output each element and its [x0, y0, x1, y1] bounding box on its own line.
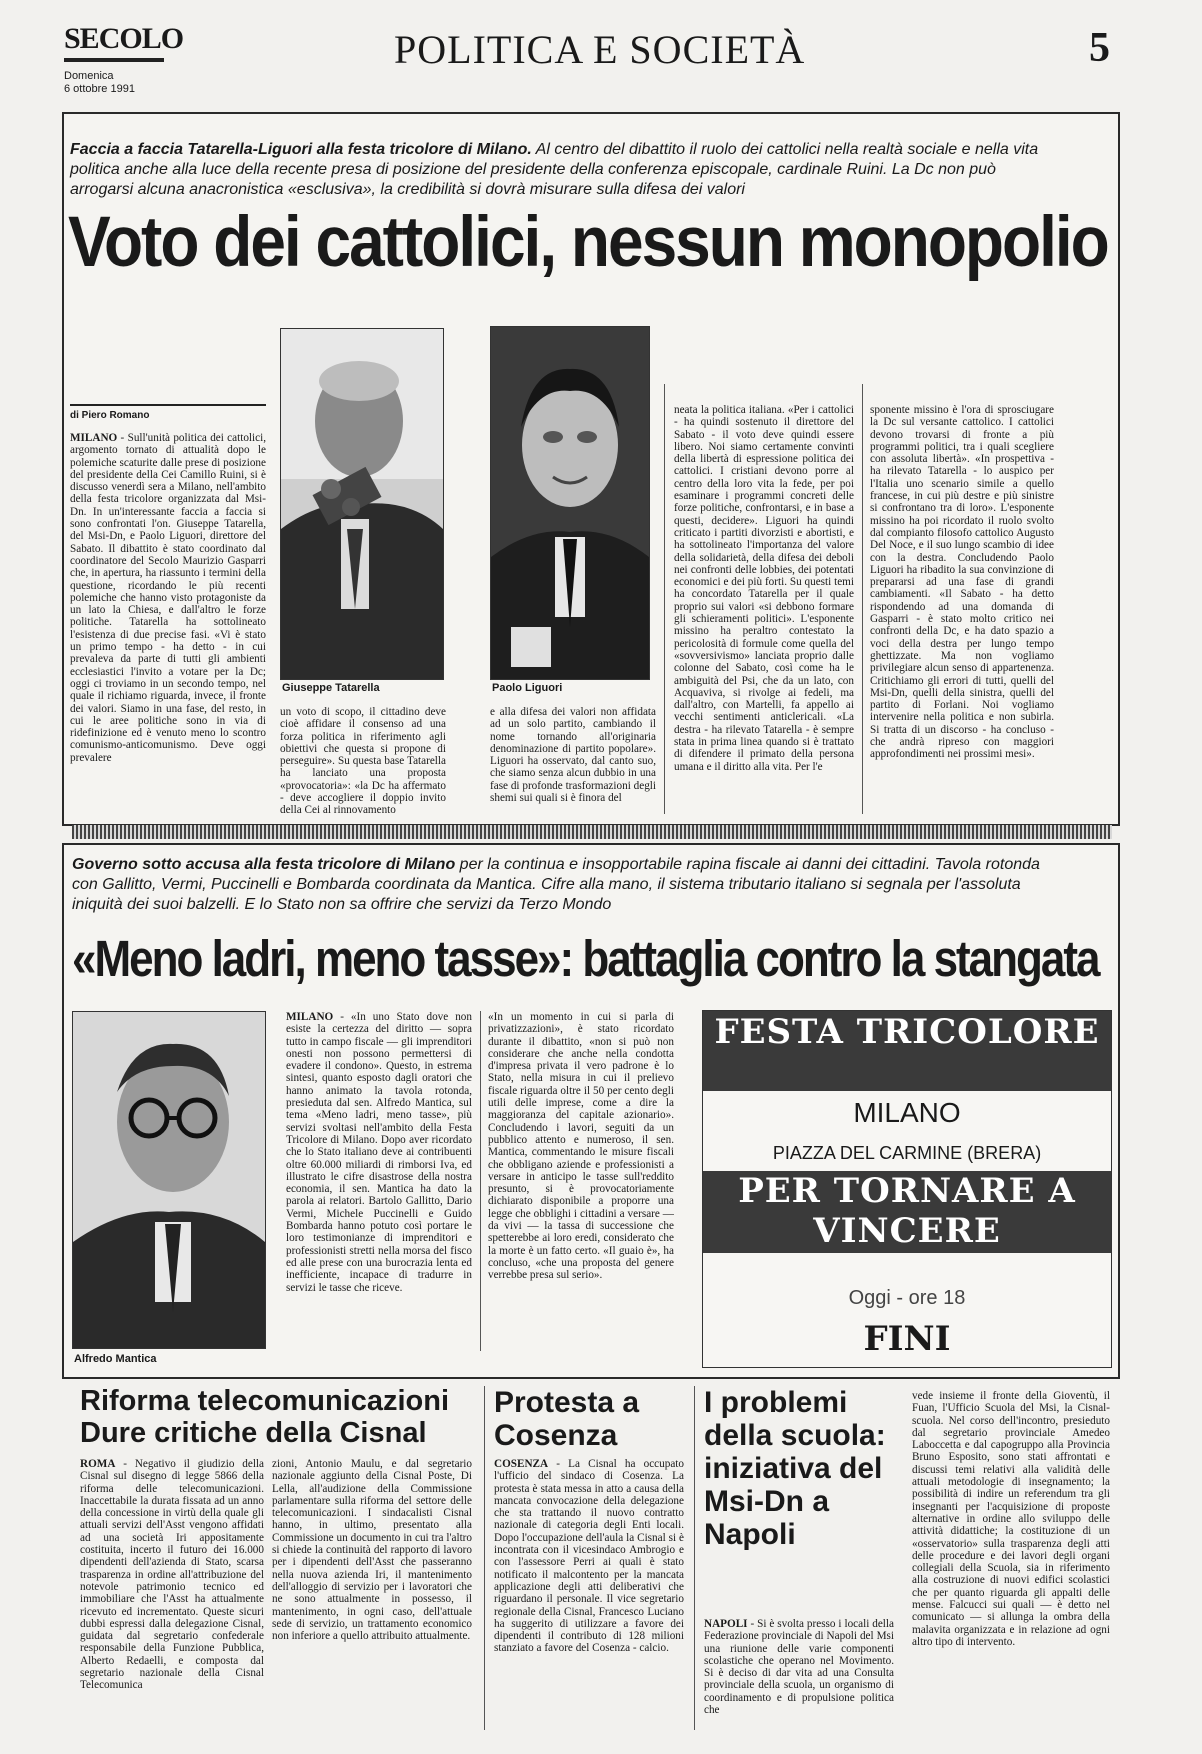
article-telecom-column-1: ROMA - Negativo il giudizio della Cisnal sul disegno di legge 5866 della riforma delle telecomunicazioni. Inaccettabile la durata fissata ad un anno della concessione in virtù della quale gli attuali servizi dell'Asst vengono affidati ad una società Iri appositamente costituita, incerto il futuro dei 16.000 dipendenti dell'azienda di Stato, scarsa trasparenza in ordine all'attribuzione del notevole patrimonio tecnico ed immobiliare che l'Asst ha attualmente ricevuto ed incrementato. Queste sicuri dubbi espressi dalla delegazione Cisnal, guidata dal segretario confederale responsabile della Funzione Pubblica, Alberto Redaelli, e composta dal segretario nazionale della Cisnal Telecomunica: [80, 1458, 264, 1692]
column-rule: [484, 1386, 485, 1730]
advert-place: PIAZZA DEL CARMINE (BRERA): [772, 1143, 1042, 1163]
column-1-text: Sull'unità politica dei cattolici, argomento tornato di attualità dopo le polemiche scaturite dalle prese di posizione del presidente della Cei Camillo Ruini, si è discusso venerdì sera a Milano, nell'ambito della festa tricolore organizzata dal Msi-Dn. In un'interessante faccia a faccia si sono confrontati l'on. Giuseppe Tatarella, del Msi-Dn, e Paolo Liguori, direttore del Sabato. Il dibattito è stato coordinato dal coordinatore del Secolo Maurizio Gasparri che, in apertura, ha riassunto i termini della questione, ricordando le più recenti polemiche che hanno visto protagoniste da un lato la Chiesa, e dall'altro le forze politiche. Tatarella ha sottolineato l'esistenza di due precise fasi. «Vi è stato un primo tempo - ha detto - in cui prevaleva da parte di tutti gli ambienti ecclesiastici l'invito a votare per la Dc; oggi ci troviamo in un secondo tempo, nel quale il richiamo riguarda, invece, il fronte dei valori. Siamo in una fase, del resto, in cui le aree politiche sono in via di ridefinizione ed è venuto meno lo scontro comunismo-anticomunismo. Deve oggi prevalere: [70, 432, 266, 764]
dateline: MILANO: [286, 1011, 334, 1023]
advert-festa-tricolore: [702, 1010, 1112, 1368]
article-school-column-1: NAPOLI - Si è svolta presso i locali della Federazione provinciale di Napoli del Msi una riunione delle varie componenti scolastiche che operano nel Movimento. Si è deciso di dar vita ad una Consulta provinciale della scuola, un organismo di coordinamento e di propulsione politica che: [704, 1618, 894, 1717]
advert-title: FESTA TRICOLORE: [703, 1011, 1111, 1091]
photo-giuseppe-tatarella: [280, 328, 444, 680]
article-column-3: e alla difesa dei valori non affidata ad un solo partito, cambiando il nome tornando all'originaria denominazione di partito popolare». Liguori ha osservato, dal canto suo, che siamo senza alcun dubbio in una fase di profonde trasformazioni degli shemi sui quali si è finora del: [490, 706, 656, 805]
article-headline: Voto dei cattolici, nessun monopolio: [68, 201, 1108, 282]
portrait-image: [281, 329, 443, 679]
column-1-text: Si è svolta presso i locali della Federazione provinciale di Napoli del Msi una riunione delle varie componenti scolastiche che operano nel Movimento. Si è deciso di dar vita ad una Consulta provinciale della scuola, un organismo di coordinamento e di propulsione politica che: [704, 1618, 894, 1717]
byline: di Piero Romano: [70, 404, 266, 421]
article-telecom-column-2: zioni, Antonio Maulu, e dal segretario nazionale aggiunto della Cisnal Poste, Di Lella, all'audizione della Commissione parlamentare sulla riforma del settore delle telecomunicazioni. I sindacalisti Cisnal hanno, in ultimo, presentato alla Commissione un documento in cui tra l'altro si chiede la continuità del rapporto di lavoro per i dipendenti dell'Asst che passeranno nella nuova azienda Iri, il mantenimento dell'alloggio di servizio per i lavoratori che ne sono attualmente in possesso, il mantenimento, in ogni caso, dell'attuale sede di servizio, un trattamento economico non inferiore a quello attribuito attualmente.: [272, 1458, 472, 1643]
article-column-5: sponente missino è l'ora di sprosciugare la Dc sul versante cattolico. I cattolici devono trovarsi di fronte a più programmi politici, tra i quali scegliere con assoluta libertà». «In prospettiva - ha rilevato Tatarella - lo auspico per l'Italia uno scenario simile a quello francese, in cui più destre e più sinistre si confrontano tra di loro». L'esponente missino ha poi ricordato il ruolo svolto dal compianto filosofo cattolico Augusto Del Noce, e il suo lungo scambio di idee con la destra. Concludendo Paolo Liguori ha ribadito la sua convinzione di prepararsi ad una fase di grandi cambiamenti. «Il Sabato - ha detto rispondendo ad una domanda di Gasparri - è stato molto critico nei confronti della Dc, e ha dato spazio a voci della destra per lungo tempo ghettizzate. Ma non vogliamo privilegiare alcun senso di appartenenza. Critichiamo gli errori di tutti, quelli del Msi-Dn, quelli della sinistra, quelli del partito di Forlani. Noi vogliamo intervenire nella politica e non subirla. Si tratta di un discorso - ha concluso - che andrà ripreso con maggiori approfondimenti nei prossimi mesi».: [870, 404, 1054, 761]
article-column-2: un voto di scopo, il cittadino deve cioè affidare il consenso ad una forza politica in riferimento agli obiettivi che questa si propone di perseguire». Su questa base Tatarella ha lanciato una proposta «provocatoria»: «la Dc ha affermato - deve accogliere il doppio invito della Cei al rinnovamento: [280, 706, 446, 817]
portrait-image: [73, 1012, 265, 1348]
photo-alfredo-mantica: [72, 1011, 266, 1349]
article-cosenza-column: COSENZA - La Cisnal ha occupato l'ufficio del sindaco di Cosenza. La protesta è stata messa in atto a causa della mancata convocazione della delegazione che sta trattando il nuovo contratto nazionale di categoria degli Enti locali. Dopo l'occupazione dell'aula la Cisnal si è incontrata con il vicesindaco Ambrogio e con l'assessore Perri ai quali è stato notificato il malcontento per la mancata applicazione degli atti deliberativi che riguardano il personale. Il vice segretario regionale della Cisnal, Francesco Luciano ha suggerito di utilizzare a favore dei dipendenti il contributo di 128 milioni stanziato a favore del Cosenza - calcio.: [494, 1458, 684, 1655]
logo-rule: [64, 58, 164, 62]
column-1-text: Negativo il giudizio della Cisnal sul disegno di legge 5866 della riforma delle telecomunicazioni. Inaccettabile la durata fissata ad un anno della concessione in virtù della quale gli attuali servizi dell'Asst vengono affidati ad una società Iri appositamente costituita, incerto il futuro dei 16.000 dipendenti dell'azienda di Stato, scarsa trasparenza in ordine all'attribuzione del notevole patrimonio tecnico ed immobiliare che l'Asst ha attualmente ricevuto ed incrementato. Queste sicuri dubbi espressi dalla delegazione Cisnal, guidata dal segretario confederale responsabile della Funzione Pubblica, Alberto Redaelli, e composta dal segretario nazionale della Cisnal Telecomunica: [80, 1458, 264, 1692]
deck-lead: Governo sotto accusa alla festa tricolore di Milano: [72, 856, 456, 873]
deck-rest: per la continua e insopportabile rapina fiscale ai danni dei cittadini. Tavola rotonda con Gallitto, Vermi, Puccinelli e Bombarda coordinata da Mantica. Cifre alla mano, il sistema tributario italiano si segnala per l'assoluta iniquità dei suoi balzelli. E lo Stato non sa offrire che servizi da Terzo Mondo: [72, 856, 1040, 913]
article-deck: [70, 140, 1050, 200]
article-column-4: neata la politica italiana. «Per i cattolici - ha quindi sostenuto il direttore del Sabato - il voto deve quindi essere libero. Noi siamo certamente convinti della libertà di espressione politica dei cattolici. I cristiani devono porre al centro della loro vita la fede, per poi esaminare i programmi concreti delle forze politiche, confrontarsi, e in base a questi, decidere». Liguori ha quindi criticato i partiti divorzisti e abortisti, e ha sottolineato l'importanza del valore della solidarietà, della difesa dei deboli nei confronti delle lobbies, dei potentati economici e dei più forti. Su questi temi ha concordato Tatarella per il quale proprio sui valori «si debbono formare gli schieramenti politici». L'esponente missino ha peraltro contestato la pericolosità di formule come quella del «sovversivismo» lanciata proprio dalle colonne del Sabato, così come ha le ambiguità del Psi, che da un lato, con Acquaviva, si rivolge ai fedeli, ma dall'altro, con Martelli, fa appello ai vecchi sentimenti anticlericali. «La destra - ha rilevato Tatarella - è sempre stata in prima linea quando si è trattato di difendere il primato della persona umana e il diritto alla vita. Per l'e: [674, 404, 854, 773]
article-telecom-headline: Riforma telecomunicazioni Dure critiche della Cisnal: [80, 1385, 450, 1449]
column-rule: [664, 384, 665, 814]
section-title: POLITICA E SOCIETÀ: [394, 27, 806, 72]
newspaper-logo: SECOLO: [64, 22, 184, 55]
article-deck: [72, 855, 1052, 915]
page-number: 5: [1089, 25, 1110, 71]
column-rule: [480, 1011, 481, 1351]
photo-caption-2: Paolo Liguori: [492, 682, 563, 694]
photo-paolo-liguori: [490, 326, 650, 680]
column-rule: [862, 384, 863, 814]
column-1-text: La Cisnal ha occupato l'ufficio del sindaco di Cosenza. La protesta è stata messa in atto a causa della mancata convocazione della delegazione che sta trattando il nuovo contratto nazionale di categoria degli Enti locali. Dopo l'occupazione dell'aula la Cisnal si è incontrata con il vicesindaco Ambrogio e con l'assessore Perri ai quali è stato notificato il malcontento per la mancata applicazione degli atti deliberativi che riguardano il personale. Il vice segretario regionale della Cisnal, Francesco Luciano ha suggerito di utilizzare a favore dei dipendenti il contributo di 128 milioni stanziato a favore del Cosenza - calcio.: [494, 1458, 684, 1655]
article-column-2: «In un momento in cui si parla di privatizzazioni», è stato ricordato durante il dibattito, «non si può non considerare che anche nella condotta d'impresa privata il vero padrone è lo Stato, nella misura in cui il prelievo fiscale riguarda oltre il 50 per cento degli utili delle imprese, come a dire la maggioranza del capitale azionario». Concludendo i lavori, seguiti da un pubblico attento e numeroso, il sen. Mantica, commentando le misure fiscali che obbligano aziende e professionisti a versare in anticipo le tasse sull'reddito presunto, si è provocatoriamente dichiarato disponibile a proporre una legge che obblighi i cittadini a versare — da vivi — la tassa di successione che spetterebbe ai loro eredi, considerato che la morte è un fatto certo. «Il guaio è», ha concluso, «che una proposta del genere verrebbe presa sul serio».: [488, 1011, 674, 1282]
deck-lead: Faccia a faccia Tatarella-Liguori alla festa tricolore di Milano.: [70, 141, 532, 158]
masthead: [64, 20, 1114, 95]
advert-slogan: PER TORNARE A VINCERE: [703, 1171, 1111, 1253]
dateline: NAPOLI: [704, 1618, 748, 1630]
article-catholic-vote: [62, 112, 1120, 826]
deck-rest: Al centro del dibattito il ruolo dei cattolici nella realtà sociale e nella vita politica anche alla luce della recente presa di posizione del presidente della conferenza episcopale, cardinale Ruini. La Dc non può arrogarsi alcuna anacronistica «esclusiva», la credibilità si dovrà misurare sulla difesa dei valori: [70, 141, 1039, 198]
advert-city: MILANO: [853, 1097, 961, 1128]
column-1-text: «In uno Stato dove non esiste la certezza del diritto — sopra tutto in campo fiscale — gli imprenditori onesti non possono permettersi di evadere il condono». Questo, in estrema sintesi, quanto esposto dagli oratori che hanno animato la tavola rotonda, presieduta dal sen. Alfredo Mantica, sul tema «Meno ladri, meno tasse», più servizi svoltasi nell'ambito della Festa Tricolore di Milano. Dopo aver ricordato che lo Stato italiano deve ai contribuenti oltre 60.000 miliardi di rimborsi Iva, ed illustrato le cifre disastrose della nostra economia, il sen. Mantica ha dato la parola ai relatori. Bartolo Gallitto, Dario Vermi, Michele Puccinelli e Guido Bombarda hanno potuto così portare le loro testimonianze di imprenditori e professionisti stretti nella morsa del fisco ed alle prese con una burocrazia lenta ed inefficiente, incapace di tradurre in servizi le tasse che riceve.: [286, 1011, 472, 1294]
article-column-1: MILANO - Sull'unità politica dei cattolici, argomento tornato di attualità dopo le polemiche scaturite dalle prese di posizione del presidente della Cei Camillo Ruini, si è discusso venerdì sera a Milano, nell'ambito della festa tricolore organizzata dal Msi-Dn. In un'interessante faccia a faccia si sono confrontati l'on. Giuseppe Tatarella, del Msi-Dn, e Paolo Liguori, direttore del Sabato. Il dibattito è stato coordinato dal coordinatore del Secolo Maurizio Gasparri che, in apertura, ha riassunto i termini della questione, ricordando le più recenti polemiche che hanno visto protagoniste da un lato la Chiesa, e dall'altro le forze politiche. Tatarella ha sottolineato l'esistenza di due precise fasi. «Vi è stato un primo tempo - ha detto - in cui prevaleva da parte di tutti gli ambienti ecclesiastici l'invito a votare per la Dc; oggi ci troviamo in un secondo tempo, nel quale il richiamo riguarda, invece, il fronte dei valori. Siamo in una fase, del resto, in cui le aree politiche sono in via di ridefinizione ed è venuto meno lo scontro comunismo-anticomunismo. Deve oggi prevalere: [70, 432, 266, 764]
portrait-image: [491, 327, 649, 679]
column-rule: [694, 1386, 695, 1730]
photo-caption: Alfredo Mantica: [74, 1353, 157, 1365]
issue-day: Domenica: [64, 70, 114, 82]
advert-speaker: FINI: [863, 1319, 951, 1359]
dateline: COSENZA: [494, 1458, 549, 1470]
article-headline: «Meno ladri, meno tasse»: battaglia contro la stangata: [72, 931, 1099, 988]
dateline: ROMA: [80, 1458, 116, 1470]
advert-time: Oggi - ore 18: [848, 1287, 966, 1309]
photo-caption-1: Giuseppe Tatarella: [282, 682, 380, 694]
dateline: MILANO: [70, 432, 118, 444]
section-separator: [72, 825, 1112, 839]
issue-date: [64, 70, 135, 96]
article-column-1: MILANO - «In uno Stato dove non esiste la certezza del diritto — sopra tutto in campo fiscale — gli imprenditori onesti non possono permettersi di evadere il condono». Questo, in estrema sintesi, quanto esposto dagli oratori che hanno animato la tavola rotonda, presieduta dal sen. Alfredo Mantica, sul tema «Meno ladri, meno tasse», più servizi svoltasi nell'ambito della Festa Tricolore di Milano. Dopo aver ricordato che lo Stato italiano deve ai contribuenti oltre 60.000 miliardi di rimborsi Iva, ed illustrato le cifre disastrose della nostra economia, il sen. Mantica ha dato la parola ai relatori. Bartolo Gallitto, Dario Vermi, Michele Puccinelli e Guido Bombarda hanno potuto così portare le loro testimonianze di imprenditori e professionisti stretti nella morsa del fisco ed alle prese con una burocrazia lenta ed inefficiente, incapace di tradurre in servizi le tasse che riceve.: [286, 1011, 472, 1294]
issue-date-text: 6 ottobre 1991: [64, 83, 135, 95]
article-school-column-2: vede insieme il fronte della Gioventù, il Fuan, l'Ufficio Scuola del Msi, la Cisnal-scuola. Nel corso dell'incontro, presieduto dal segretario provinciale Amedeo Laboccetta e dal capogruppo alla Provincia Bruno Esposito, sono stati affrontati e discussi temi relativi alla validità delle attuali metodologie di insegnamento; la possibilità di indire un referendum tra gli insegnanti per l'acquisizione di proposte alternative in ordine allo sviluppo delle attività didattiche; la costituzione di un «osservatorio» sulla trasparenza degli atti delle procedure e dei lavori degli organi collegiali della Scuola, sia in riferimento alla costruzione di nuovi edifici scolastici che per quanto riguarda gli appalti delle mense. Falcucci sui quali — è detto nel comunicato — si allunga la ombra della malavita organizzata e in relazione ad ogni altro tipo di intervento.: [912, 1390, 1110, 1648]
article-cosenza-headline: Protesta a Cosenza: [494, 1386, 640, 1452]
article-school-headline: I problemi della scuola: iniziativa del Msi-Dn a Napoli: [704, 1386, 886, 1551]
